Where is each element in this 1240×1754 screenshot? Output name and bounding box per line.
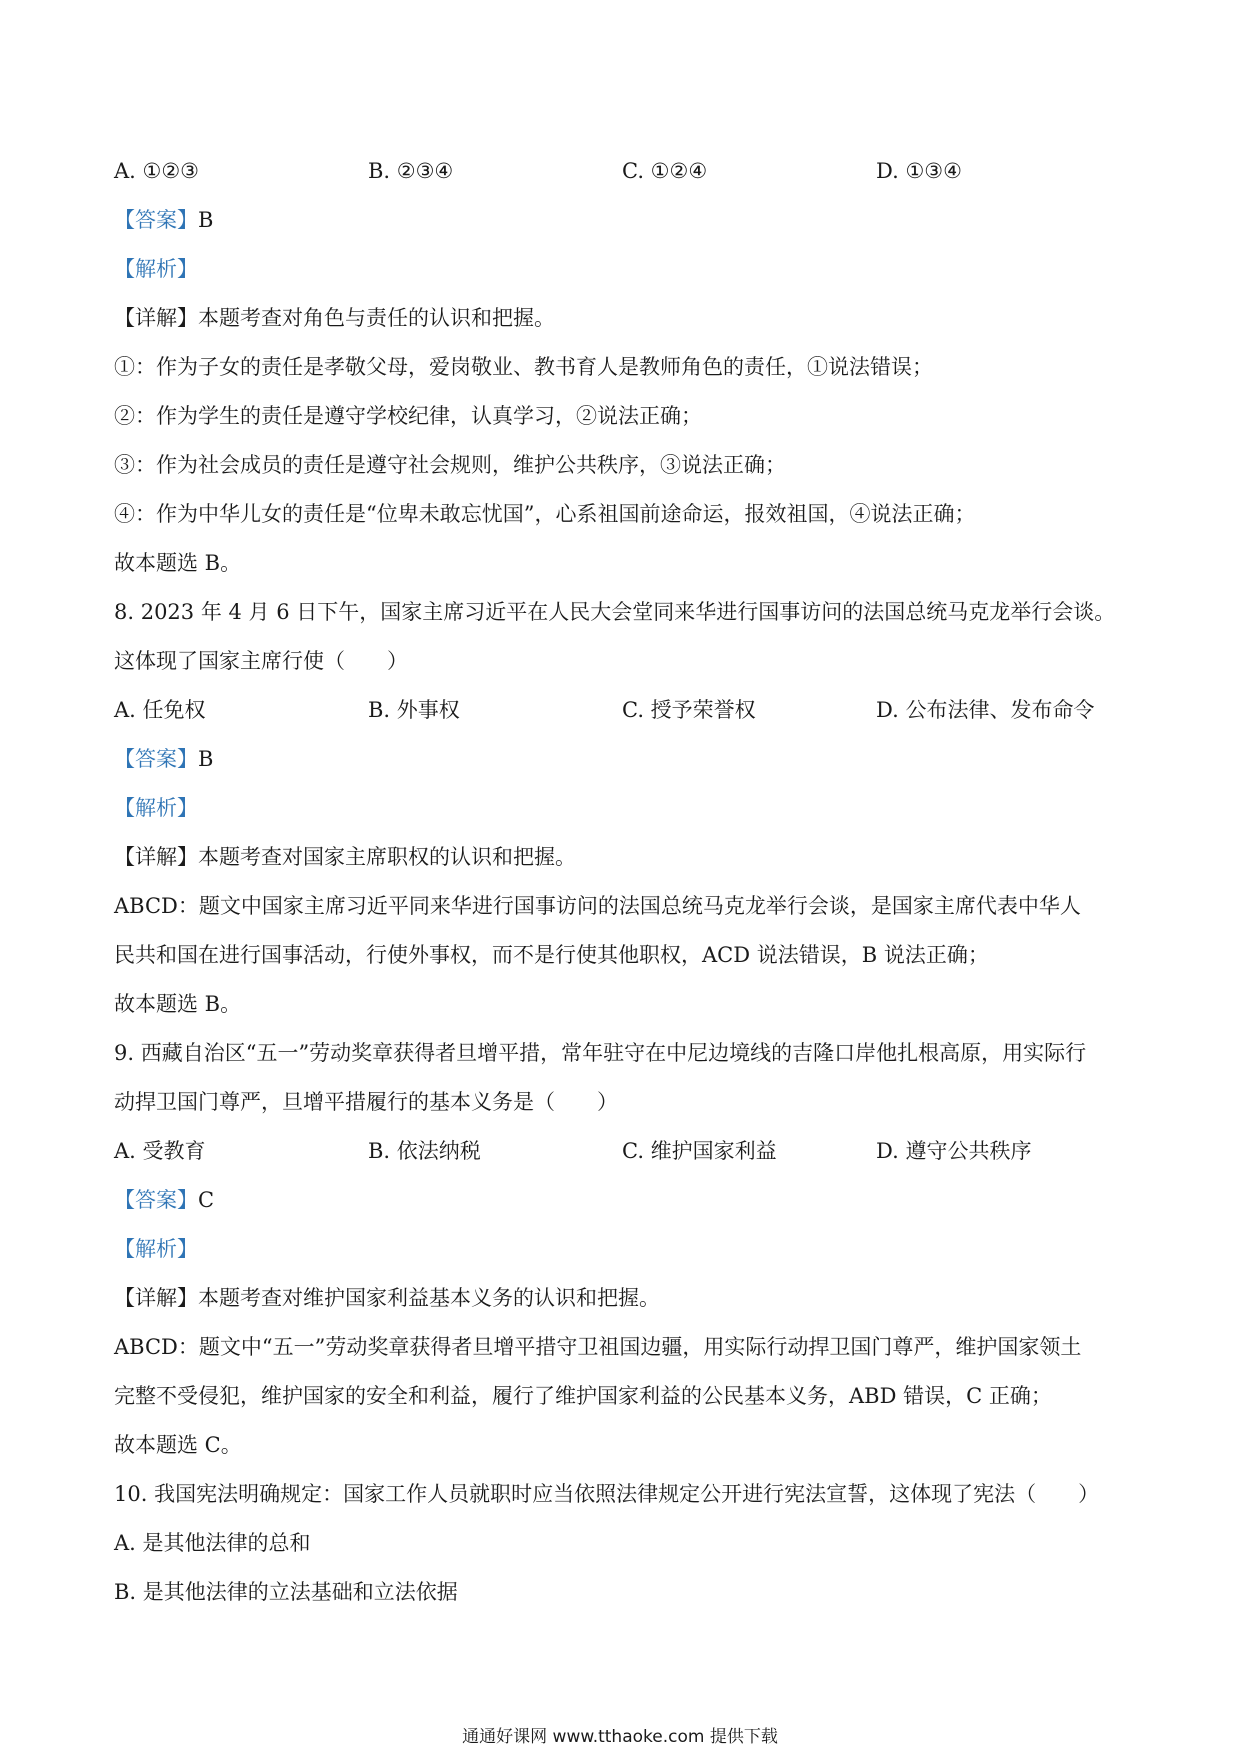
q7-option-b: B. ②③④ (368, 159, 454, 183)
q8-stem-line-1: 8. 2023 年 4 月 6 日下午，国家主席习近平在人民大会堂同来华进行国事访问的法国总统马克龙举行会谈。 (114, 600, 1116, 624)
detail-tag: 【详解】 (114, 845, 198, 869)
q9-detail (114, 1274, 1134, 1323)
q7-options (114, 147, 1134, 196)
q10-stem: 10. 我国宪法明确规定：国家工作人员就职时应当依照法律规定公开进行宪法宣誓，这体现了宪法（ ） (114, 1482, 1100, 1506)
q9-stem-line-1: 9. 西藏自治区“五一”劳动奖章获得者旦增平措，常年驻守在中尼边境线的吉隆口岸他扎根高原，用实际行 (114, 1041, 1087, 1065)
q7-analysis (114, 245, 1134, 294)
q9-explanation-1: ABCD：题文中“五一”劳动奖章获得者旦增平措守卫祖国边疆，用实际行动捍卫国门尊严，维护国家领土 (114, 1335, 1082, 1359)
q7-option-a: A. ①②③ (114, 159, 199, 183)
q7-answer (114, 196, 1134, 245)
detail-text: 本题考查对国家主席职权的认识和把握。 (198, 845, 576, 869)
q7-explanation-2: ②：作为学生的责任是遵守学校纪律，认真学习，②说法正确； (114, 404, 702, 428)
q7-detail (114, 294, 1134, 343)
q7-conclusion: 故本题选 B。 (114, 551, 242, 575)
q7-explanation-1: ①：作为子女的责任是孝敬父母，爱岗敬业、教书育人是教师角色的责任，①说法错误； (114, 355, 933, 379)
q8-option-b: B. 外事权 (368, 698, 460, 722)
analysis-tag: 【解析】 (114, 796, 198, 820)
answer-value: C (198, 1188, 215, 1212)
q7-option-d: D. ①③④ (876, 159, 962, 183)
q7-option-c: C. ①②④ (622, 159, 708, 183)
answer-value: B (198, 208, 214, 232)
document-page (114, 147, 1134, 1617)
q8-detail (114, 833, 1134, 882)
analysis-tag: 【解析】 (114, 1237, 198, 1261)
page-footer: 通通好课网 www.tthaoke.com 提供下载 (462, 1727, 778, 1747)
q8-stem-line-2: 这体现了国家主席行使（ ） (114, 649, 408, 673)
detail-tag: 【详解】 (114, 1286, 198, 1310)
q9-answer (114, 1176, 1134, 1225)
q8-answer (114, 735, 1134, 784)
q9-analysis (114, 1225, 1134, 1274)
q10-option-b: B. 是其他法律的立法基础和立法依据 (114, 1580, 458, 1604)
answer-tag: 【答案】 (114, 1188, 198, 1212)
q8-option-c: C. 授予荣誉权 (622, 698, 756, 722)
q9-option-c: C. 维护国家利益 (622, 1139, 777, 1163)
q8-analysis (114, 784, 1134, 833)
detail-tag: 【详解】 (114, 306, 198, 330)
answer-tag: 【答案】 (114, 208, 198, 232)
answer-value: B (198, 747, 214, 771)
detail-text: 本题考查对角色与责任的认识和把握。 (198, 306, 555, 330)
q9-conclusion: 故本题选 C。 (114, 1433, 242, 1457)
q8-conclusion: 故本题选 B。 (114, 992, 242, 1016)
q8-explanation-2: 民共和国在进行国事活动，行使外事权，而不是行使其他职权，ACD 说法错误，B 说法正确； (114, 943, 989, 967)
q7-explanation-4: ④：作为中华儿女的责任是“位卑未敢忘忧国”，心系祖国前途命运，报效祖国，④说法正确； (114, 502, 976, 526)
q9-stem-line-2: 动捍卫国门尊严，旦增平措履行的基本义务是（ ） (114, 1090, 618, 1114)
q8-explanation-1: ABCD：题文中国家主席习近平同来华进行国事访问的法国总统马克龙举行会谈，是国家主席代表中华人 (114, 894, 1081, 918)
detail-text: 本题考查对维护国家利益基本义务的认识和把握。 (198, 1286, 660, 1310)
q7-explanation-3: ③：作为社会成员的责任是遵守社会规则，维护公共秩序，③说法正确； (114, 453, 786, 477)
q8-option-d: D. 公布法律、发布命令 (876, 698, 1095, 722)
q9-option-d: D. 遵守公共秩序 (876, 1139, 1032, 1163)
q9-option-a: A. 受教育 (114, 1139, 206, 1163)
answer-tag: 【答案】 (114, 747, 198, 771)
q9-option-b: B. 依法纳税 (368, 1139, 481, 1163)
q9-options (114, 1127, 1134, 1176)
q10-option-a: A. 是其他法律的总和 (114, 1531, 311, 1555)
analysis-tag: 【解析】 (114, 257, 198, 281)
q8-option-a: A. 任免权 (114, 698, 206, 722)
q9-explanation-2: 完整不受侵犯，维护国家的安全和利益，履行了维护国家利益的公民基本义务，ABD 错误，C 正确； (114, 1384, 1052, 1408)
q8-options (114, 686, 1134, 735)
